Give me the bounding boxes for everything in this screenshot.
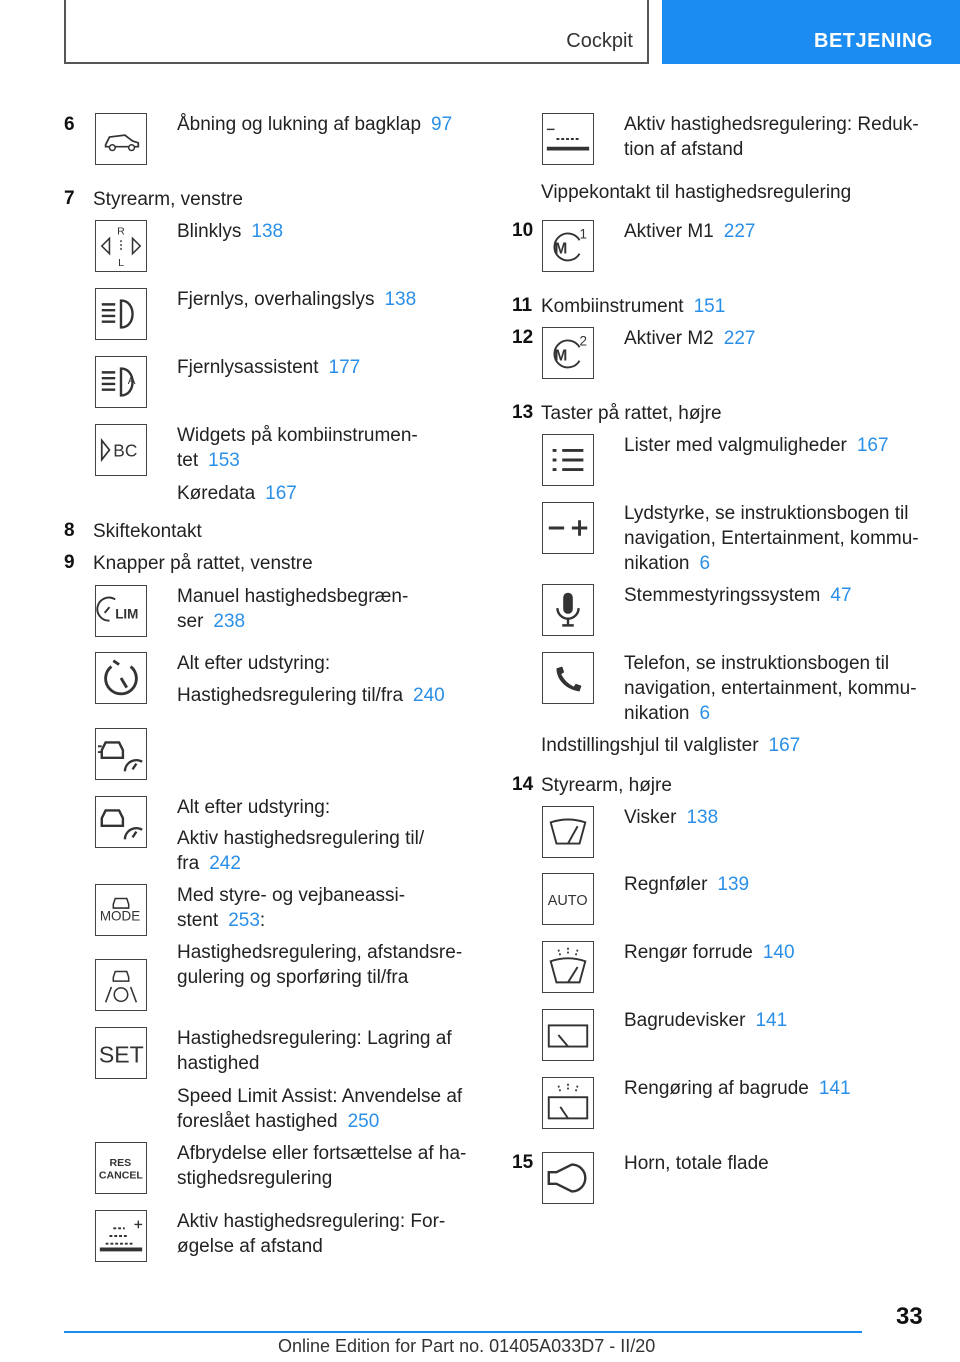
entry-cruise-distance-lane (177, 940, 462, 990)
distance-increase-icon (95, 1210, 147, 1262)
entry-high-beam (177, 287, 416, 312)
entry-text: Rengør forrude (624, 942, 753, 963)
svg-text:M: M (554, 240, 568, 258)
svg-text:RES: RES (109, 1157, 132, 1170)
item-number-8: 8 (64, 520, 75, 541)
res-cancel-icon (95, 1142, 147, 1194)
high-beam-assistant-icon (95, 356, 147, 408)
entry-turn-signal (177, 219, 283, 244)
page-ref-link[interactable]: 138 (251, 221, 284, 242)
page-ref-link[interactable]: 167 (768, 735, 801, 756)
page-ref-link[interactable]: 139 (717, 874, 750, 895)
auto-rain-sensor-icon (542, 873, 594, 925)
colon: : (259, 910, 266, 931)
entry-distance-increase (177, 1209, 445, 1259)
entry-alt-equipment-2: Alt efter udstyring: (177, 797, 331, 818)
page-ref-link[interactable]: 6 (699, 703, 711, 724)
page-ref-link[interactable]: 238 (213, 611, 246, 632)
page-ref-link[interactable]: 138 (686, 807, 719, 828)
active-cruise-icon (95, 728, 147, 780)
entry-text-line3: nikation (624, 703, 690, 724)
phone-icon (542, 652, 594, 704)
item-number-7: 7 (64, 188, 75, 209)
entry-text-line2: øgelse af afstand (177, 1236, 323, 1257)
entry-text-line1: Speed Limit Assist: Anvendelse af (177, 1086, 463, 1107)
page-number: 33 (896, 1303, 923, 1330)
svg-text:AUTO: AUTO (547, 892, 588, 909)
windshield-washer-icon (542, 941, 594, 993)
entry-option-lists (624, 433, 889, 458)
heading-right-stalk: Styrearm, højre (541, 775, 672, 796)
entry-m1 (624, 219, 755, 244)
entry-text-line2: ser (177, 611, 204, 632)
entry-volume (624, 501, 919, 576)
entry-text: Åbning og lukning af bagklap (177, 114, 422, 135)
heading-left-wheel-buttons: Knapper på rattet, venstre (93, 553, 313, 574)
heading-right-wheel-buttons: Taster på rattet, højre (541, 403, 722, 424)
bc-button-icon (95, 424, 147, 476)
entry-wiper (624, 805, 718, 830)
entry-text-line2: gulering og sporføring til/fra (177, 967, 409, 988)
entry-rear-washer (624, 1076, 851, 1101)
entry-text-line1: Aktiv hastighedsregulering: For- (177, 1211, 446, 1232)
entry-text: Aktiver M1 (624, 221, 714, 242)
entry-windshield-clean (624, 940, 795, 965)
speedometer-icon (95, 652, 147, 704)
header-section-box (64, 0, 649, 64)
svg-text:2: 2 (579, 333, 588, 349)
entry-alt-equipment-1: Alt efter udstyring: (177, 653, 331, 674)
entry-horn: Horn, totale flade (624, 1153, 769, 1174)
entry-text-line2: tion af afstand (624, 139, 744, 160)
entry-text-line1: Med styre- og vejbaneassi- (177, 885, 406, 906)
distance-decrease-icon (542, 113, 594, 165)
rear-wiper-icon (542, 1009, 594, 1061)
entry-text-line2: navigation, Entertainment, kommu- (624, 528, 919, 549)
entry-text-line1: Lydstyrke, se instruktionsbogen til (624, 503, 909, 524)
item-number-15: 15 (512, 1152, 534, 1173)
entry-rain-sensor (624, 872, 749, 897)
entry-text-line2: stighedsregulering (177, 1168, 333, 1189)
entry-interrupt-resume (177, 1141, 466, 1191)
svg-text:MODE: MODE (99, 908, 141, 924)
entry-store-speed (177, 1026, 452, 1076)
entry-text: Rengøring af bagrude (624, 1078, 809, 1099)
page-ref-link[interactable]: 227 (723, 221, 756, 242)
entry-thumbwheel (541, 733, 800, 758)
page-ref-link[interactable]: 138 (384, 289, 417, 310)
entry-text: Kombiinstrument (541, 296, 684, 317)
heading-left-stalk: Styrearm, venstre (93, 189, 243, 210)
mode-button-icon (95, 884, 147, 936)
entry-text: Visker (624, 807, 677, 828)
entry-text: Hastighedsregulering til/fra (177, 685, 404, 706)
entry-tailgate (177, 112, 452, 137)
page-ref-link[interactable]: 141 (818, 1078, 851, 1099)
svg-text:BC: BC (113, 440, 138, 461)
page-ref-link[interactable]: 227 (723, 328, 756, 349)
page-ref-link[interactable]: 177 (328, 357, 361, 378)
entry-text: Fjernlys, overhalingslys (177, 289, 375, 310)
entry-text-line1: Hastighedsregulering: Lagring af (177, 1028, 452, 1049)
entry-rocker-switch: Vippekontakt til hastighedsregulering (541, 182, 852, 203)
heading-gear-selector: Skiftekontakt (93, 521, 202, 542)
volume-icon (542, 502, 594, 554)
header-chapter-tab (662, 0, 960, 64)
entry-text-line3: nikation (624, 553, 690, 574)
entry-text-line1: Aktiv hastighedsregulering til/ (177, 828, 425, 849)
entry-text-line1: Afbrydelse eller fortsættelse af ha- (177, 1143, 467, 1164)
item-number-13: 13 (512, 402, 534, 423)
entry-speed-limiter (177, 584, 408, 634)
page-ref-link[interactable]: 240 (413, 685, 445, 706)
entry-text: Indstillingshjul til valglister (541, 735, 759, 756)
entry-text-line2: hastighed (177, 1053, 260, 1074)
page-ref-link[interactable]: 253 (228, 910, 260, 931)
page-ref-link[interactable]: 167 (856, 435, 889, 456)
entry-text: Blinklys (177, 221, 242, 242)
rear-washer-icon (542, 1077, 594, 1129)
entry-trip-data (177, 481, 297, 506)
footer-edition-text: Online Edition for Part no. 01405A033D7 - II/20 (278, 1336, 656, 1356)
entry-text: Regnføler (624, 874, 708, 895)
entry-steering-assistant (177, 883, 405, 933)
entry-speed-limit-assist (177, 1084, 462, 1134)
page-ref-link[interactable]: 141 (755, 1010, 788, 1031)
entry-text: Stemmestyringssystem (624, 585, 821, 606)
entry-text: Fjernlysassistent (177, 357, 319, 378)
page-ref-link[interactable]: 242 (209, 853, 241, 874)
page-ref-link[interactable]: 140 (762, 942, 795, 963)
turn-signal-icon (95, 220, 147, 272)
item-number-6: 6 (64, 114, 75, 135)
horn-icon (542, 1152, 594, 1204)
entry-text: Lister med valgmuligheder (624, 435, 847, 456)
page-ref-link[interactable]: 167 (265, 483, 297, 504)
steering-assist-icon (95, 959, 147, 1011)
entry-text-line2: tet (177, 450, 199, 471)
active-cruise-icon-2 (95, 796, 147, 848)
entry-text: Bagrudevisker (624, 1010, 746, 1031)
wiper-icon (542, 806, 594, 858)
heading-instrument-cluster (541, 294, 725, 319)
entry-text-line2: fra (177, 853, 200, 874)
entry-m2 (624, 326, 755, 351)
list-icon (542, 434, 594, 486)
page-ref-link[interactable]: 47 (830, 585, 852, 606)
entry-distance-decrease (624, 112, 919, 162)
page-ref-link[interactable]: 153 (208, 450, 240, 471)
entry-text-line1: Manuel hastighedsbegræn- (177, 586, 409, 607)
svg-text:1: 1 (579, 226, 588, 242)
svg-text:R: R (117, 225, 125, 238)
entry-widgets (177, 423, 418, 473)
entry-text-line2: navigation, entertainment, kommu- (624, 678, 917, 699)
microphone-icon (542, 584, 594, 636)
entry-text-line1: Telefon, se instruktionsbogen til (624, 653, 890, 674)
entry-rear-wiper (624, 1008, 787, 1033)
page-ref-link[interactable]: 151 (693, 296, 726, 317)
svg-text:LIM: LIM (115, 606, 139, 622)
header-chapter-title: BETJENING (814, 30, 933, 52)
tailgate-icon (95, 113, 147, 165)
entry-text-line1: Aktiv hastighedsregulering: Reduk- (624, 114, 919, 135)
entry-text: Køredata (177, 483, 256, 504)
item-number-9: 9 (64, 552, 75, 573)
item-number-14: 14 (512, 774, 534, 795)
item-number-11: 11 (512, 295, 533, 316)
svg-text:M: M (554, 347, 568, 365)
entry-text-line1: Hastighedsregulering, afstandsre- (177, 942, 463, 963)
entry-text-line2: stent (177, 910, 219, 931)
entry-text-line2: foreslået hastighed (177, 1111, 338, 1132)
item-number-10: 10 (512, 220, 534, 241)
high-beam-icon (95, 288, 147, 340)
item-number-12: 12 (512, 327, 534, 348)
entry-text: Aktiver M2 (624, 328, 714, 349)
svg-text:CANCEL: CANCEL (98, 1169, 143, 1182)
header-section-title: Cockpit (566, 30, 633, 52)
entry-high-beam-assistant (177, 355, 360, 380)
page-ref-link[interactable]: 6 (699, 553, 711, 574)
entry-text-line1: Widgets på kombiinstrumen- (177, 425, 418, 446)
entry-voice-control (624, 583, 852, 608)
speed-limiter-icon (95, 585, 147, 637)
footer-divider (64, 1331, 862, 1333)
page-ref-link[interactable]: 97 (431, 114, 453, 135)
svg-text:SET: SET (98, 1041, 144, 1068)
m1-button-icon (542, 220, 594, 272)
entry-phone (624, 651, 917, 726)
set-button-icon (95, 1027, 147, 1079)
svg-text:L: L (118, 257, 124, 270)
svg-text:A: A (127, 374, 136, 387)
m2-button-icon (542, 327, 594, 379)
entry-active-cruise (177, 826, 424, 876)
page-ref-link[interactable]: 250 (347, 1111, 380, 1132)
entry-cruise-control (177, 683, 445, 708)
